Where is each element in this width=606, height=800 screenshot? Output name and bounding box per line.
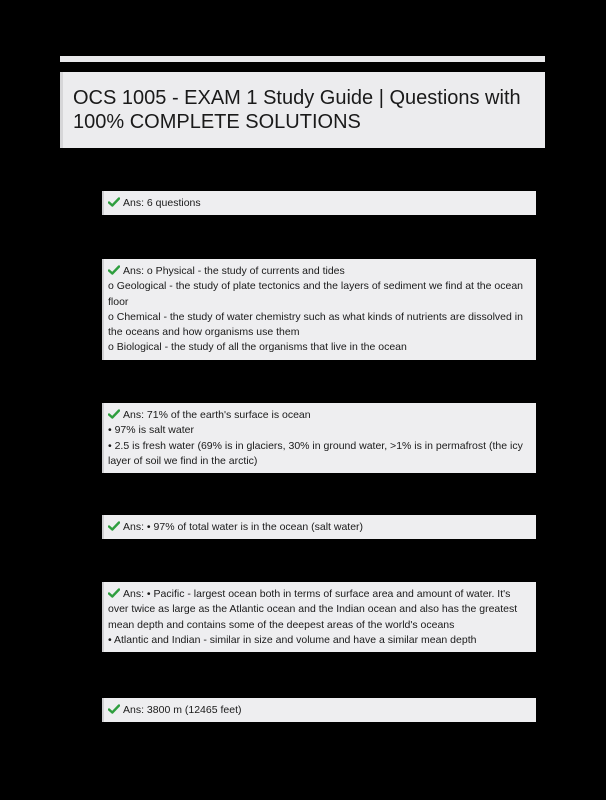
answer-line: Ans: 6 questions	[108, 196, 532, 211]
answer-line: • 2.5 is fresh water (69% is in glaciers, 30% in ground water, >1% is in permafrost (the icy layer of soil we find in the arctic)	[108, 439, 523, 467]
answer-box-2	[102, 259, 536, 360]
checkmark-icon	[108, 588, 120, 598]
answer-line: Ans: o Physical - the study of currents and tides	[108, 264, 532, 279]
answer-line: o Biological - the study of all the organisms that live in the ocean	[108, 341, 407, 354]
answer-line: o Chemical - the study of water chemistry such as what kinds of nutrients are dissolved in the oceans and how organisms use them	[108, 310, 523, 339]
checkmark-icon	[108, 197, 120, 207]
answer-line: • 97% is salt water	[108, 424, 194, 437]
checkmark-icon	[108, 409, 120, 419]
answer-line: Ans: • Pacific - largest ocean both in terms of surface area and amount of water. It's over twice as large as the Atlantic ocean and the Indian ocean and also has the greatest mean depth and contains some of the deepest areas of the world's oceans	[108, 588, 518, 631]
answer-line: Ans: • 97% of total water is in the ocean (salt water)	[108, 520, 532, 535]
top-divider	[60, 56, 545, 62]
answer-box-6	[102, 698, 536, 722]
answer-line: o Geological - the study of plate tectonics and the layers of sediment we find at the ocean floor	[108, 280, 523, 308]
checkmark-icon	[108, 521, 120, 531]
answer-line: Ans: 71% of the earth's surface is ocean	[108, 408, 532, 423]
checkmark-icon	[108, 704, 120, 714]
checkmark-icon	[108, 265, 120, 275]
answer-line: • Atlantic and Indian - similar in size and volume and have a similar mean depth	[108, 633, 477, 646]
answer-box-1	[102, 191, 536, 215]
answer-box-5	[102, 582, 536, 652]
answer-line: Ans: 3800 m (12465 feet)	[108, 703, 532, 718]
document-header	[60, 72, 545, 148]
answer-box-3	[102, 403, 536, 473]
document-title: OCS 1005 - EXAM 1 Study Guide | Questions with 100% COMPLETE SOLUTIONS	[73, 87, 521, 133]
answer-box-4	[102, 515, 536, 539]
